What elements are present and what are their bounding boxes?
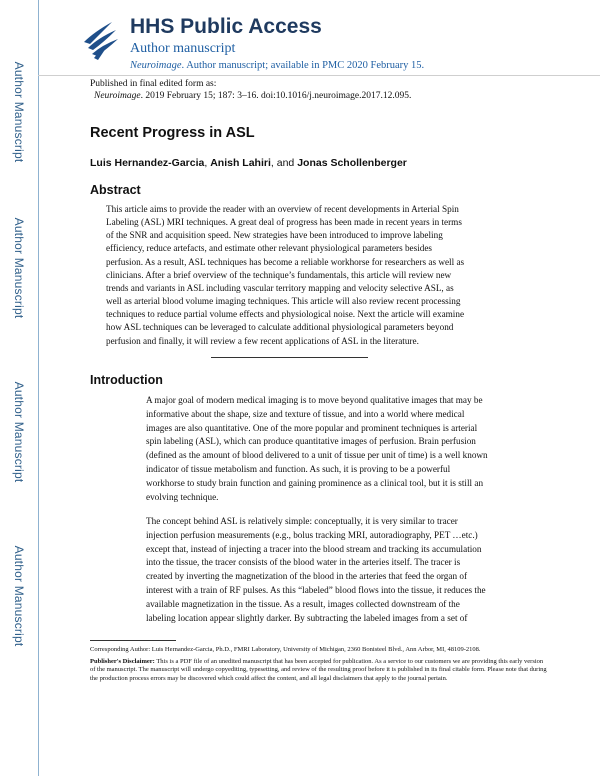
author-name: Luis Hernandez-Garcia	[90, 157, 205, 169]
author-name: Jonas Schollenberger	[297, 157, 407, 169]
text-line: efficiency, reduce artefacts, and estimate other relevant physiological parameters besides	[106, 243, 433, 254]
header-divider	[38, 75, 600, 76]
text-line: informative about the shape, size and texture of tissue, and into a world where medical	[146, 408, 465, 419]
text-line: interest with a train of RF pulses. As this “labeled” blood flows into the tissue, it reduces the	[146, 584, 486, 595]
text-line: injection perfusion measurements (e.g., bolus tracking MRI, autoradiography, PET …etc.)	[146, 529, 478, 540]
journal-name: Neuroimage	[130, 60, 182, 71]
text-line: perfusion. As a result, ASL techniques has become a reliable workhorse for researchers as well as	[106, 256, 465, 267]
text-line: indicator of tissue metabolism and function. As such, it is proving to be a powerful	[146, 463, 451, 474]
corresponding-author-note: Corresponding Author: Luis Hernandez-Garcia, Ph.D., FMRI Laboratory, University of Michigan, 2360 Bonisteel Blvd., Ann Arbor, MI, 48109-2108.	[90, 646, 481, 653]
introduction-heading: Introduction	[90, 373, 163, 387]
text-line: evolving technique.	[146, 491, 219, 502]
hhs-eagle-logo-icon	[80, 14, 122, 62]
author-manuscript-sidebar: Author Manuscript Author Manuscript Author Manuscript Author Manuscript	[0, 0, 39, 776]
disclaimer-label: Publisher's Disclaimer:	[90, 657, 155, 665]
text-line: (defined as the amount of blood delivered to a unit of tissue per unit of time) is a well known	[146, 450, 488, 461]
text-line: A major goal of modern medical imaging is to move beyond qualitative images that may be	[146, 395, 483, 405]
text-line: available magnetization in the tissue. As a result, images collected downstream of the	[146, 598, 460, 609]
text-line: of the SNR and acquisition speed. New strategies have been introduced to improve labeling	[106, 230, 443, 241]
text-line: perfusion and finally, it will review a few recent applications of ASL in the literature.	[106, 335, 419, 346]
text-line: techniques to reduce partial volume effects and physiological noise. Next the article will examine	[106, 309, 465, 320]
text-line: Labeling (ASL) MRI techniques. A great deal of progress has been made in recent years in terms	[106, 217, 462, 228]
abstract-heading: Abstract	[90, 183, 141, 197]
author-list: Luis Hernandez-Garcia, Anish Lahiri, and Jonas Schollenberger	[90, 157, 407, 169]
text-line: except that, instead of injecting a tracer into the blood stream and tracking its accumulation	[146, 543, 482, 554]
hhs-title: HHS Public Access	[130, 15, 322, 38]
intro-paragraph-2	[146, 515, 556, 625]
citation-text: . 2019 February 15; 187: 3–16. doi:10.1016/j.neuroimage.2017.12.095.	[140, 90, 412, 101]
citation-journal: Neuroimage	[94, 90, 141, 101]
text-line: into the tissue, the tracer consists of the blood water in the arteries itself. The tracer is	[146, 557, 461, 568]
publisher-disclaimer	[90, 658, 550, 684]
abstract-body	[106, 203, 526, 348]
author-name: Anish Lahiri	[210, 157, 271, 169]
article-title: Recent Progress in ASL	[90, 125, 255, 141]
text-line: well as arterial blood volume imaging techniques. This article will also review recent processing	[106, 296, 461, 307]
text-line: images are also quantitative. One of the more popular and prominent techniques is arterial	[146, 422, 478, 433]
availability-text: . Author manuscript; available in PMC 2020 February 15.	[181, 60, 425, 71]
text-line: This article aims to provide the reader with an overview of recent developments in Arterial Spin	[106, 204, 459, 214]
text-line: spin labeling (ASL), which can produce quantitative images of perfusion. Brain perfusion	[146, 436, 476, 447]
abstract-divider	[211, 357, 368, 358]
text-line: workhorse to study brain function and gaining prominence as a clinical tool, but it is still an	[146, 477, 484, 488]
disclaimer-text: This is a PDF file of an unedited manuscript that has been accepted for publication. As a service to our customers we are providing this early version of the manuscript. The manuscript will undergo copyediting, typesetting, and review of the resulting proof before it is published in its final citable form. Please note that during the production process errors may be discovered which could affect the content, and all legal disclaimers that apply to the journal pertain.	[90, 657, 547, 682]
text-line: created by inverting the magnetization of the blood in the arteries that feed the organ of	[146, 571, 468, 582]
text-line: The concept behind ASL is relatively simple: conceptually, it is very similar to tracer	[146, 516, 458, 526]
footnote-divider	[90, 640, 176, 641]
publication-info	[90, 79, 411, 102]
text-line: how ASL techniques can be leveraged to calculate additional physiological parameters beyond	[106, 322, 454, 333]
published-label: Published in final edited form as:	[90, 79, 217, 89]
footnotes	[90, 646, 550, 683]
text-line: trends and variants in ASL including vascular territory mapping and velocity selective ASL, as	[106, 282, 454, 293]
text-line: clinicians. After a brief overview of the technique’s fundamentals, this article will review new	[106, 269, 452, 280]
manuscript-type: Author manuscript	[130, 41, 236, 56]
citation-line	[90, 91, 411, 103]
availability-line	[130, 59, 550, 72]
text-line: labeling location appear slightly darker. By subtracting the labeled images from a set of	[146, 612, 468, 623]
intro-paragraph-1	[146, 394, 556, 504]
